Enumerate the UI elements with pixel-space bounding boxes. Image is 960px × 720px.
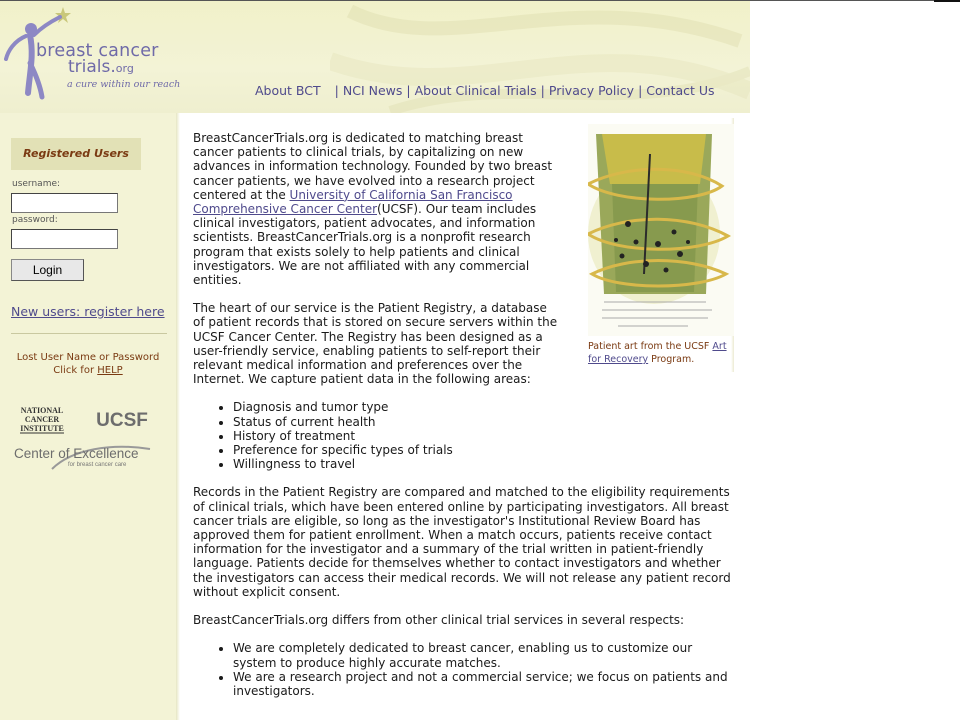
nav-separator: | [638, 83, 643, 98]
heart-paragraph: The heart of our service is the Patient Registry, a database of patient records that is stored on secure servers within the UCSF Cancer Center. The Registry has been designed as a user-friendly service, enabling patients to self-report their relevant medical information and preferences over the Internet. We capture patient data in the following areas: [193, 301, 558, 387]
intro-text-1: BreastCancerTrials.org is dedicated to matching breast cancer patients to clinical trials, by capitalizing on new advances in information technology. Founded by two breast cancer patients, we have evolved into a research project centered at the [193, 131, 553, 202]
logo-tagline: a cure within our reach [67, 79, 181, 90]
list-item: • We are a research project and not a commercial service; we focus on patients and investigators. [233, 670, 738, 698]
art-caption-prefix: Patient art from the UCSF [588, 341, 713, 352]
login-button[interactable]: Login [11, 259, 84, 281]
nav-about-clinical-trials[interactable]: About Clinical Trials [414, 83, 537, 98]
center-of-excellence-logo[interactable] [12, 439, 154, 479]
username-label: username: [12, 179, 61, 189]
art-for-recovery-link[interactable]: Art for Recovery [588, 341, 727, 365]
logo-text-line2 [68, 57, 134, 77]
site-logo[interactable] [4, 5, 179, 101]
top-border-corner [934, 0, 960, 2]
sidebar [0, 113, 176, 720]
list-item: • Diagnosis and tumor type [233, 400, 738, 414]
intro-text-2: (UCSF). Our team includes clinical investigators, patient advocates, and information scientists. BreastCancerTrials.org is a nonprofit research program that exists solely to help patients and clinical investigators. We are not affiliated with any commercial entities. [193, 202, 537, 288]
registry-areas-list [233, 400, 738, 471]
list-item: • Willingness to travel [233, 457, 738, 471]
lost-credentials-line1: Lost User Name or Password [16, 352, 160, 363]
nci-logo[interactable] [16, 405, 68, 435]
nav-separator: | [334, 83, 339, 98]
sidebar-divider [11, 333, 167, 334]
nav-separator: | [540, 83, 545, 98]
nav-contact-us[interactable]: Contact Us [646, 83, 715, 98]
nav-nci-news[interactable]: NCI News [342, 83, 403, 98]
nci-logo-line3: INSTITUTE [20, 424, 64, 433]
ucsf-logo-text: UCSF [96, 410, 148, 431]
username-input[interactable] [11, 193, 118, 213]
list-item: • History of treatment [233, 429, 738, 443]
logo-trials: trials. [68, 57, 116, 77]
sidebar-edge [176, 113, 180, 720]
ucsf-logo[interactable] [94, 405, 150, 435]
password-label: password: [12, 215, 58, 225]
lost-credentials-text [0, 351, 176, 377]
nci-logo-line1: NATIONAL [20, 406, 64, 415]
lost-credentials-prefix: Click for [53, 365, 98, 376]
top-nav [255, 83, 715, 98]
nav-privacy-policy[interactable]: Privacy Policy [548, 83, 635, 98]
intro-paragraph [193, 131, 558, 287]
list-item: • Status of current health [233, 415, 738, 429]
list-item: • We are completely dedicated to breast cancer, enabling us to customize our system to produce highly accurate matches. [233, 641, 738, 669]
coe-logo-title: Center of Excellence [14, 446, 139, 461]
nav-separator: | [406, 83, 411, 98]
logo-text-line1: breast cancer [36, 41, 159, 61]
nav-about-bct[interactable]: About BCT [255, 83, 321, 98]
main-content [193, 131, 738, 712]
help-link[interactable]: HELP [97, 365, 123, 376]
coe-logo-subtitle: for breast cancer care [68, 462, 127, 468]
differs-list [233, 641, 738, 698]
lost-credentials-line2 [0, 364, 176, 377]
nci-logo-line2: CANCER [24, 415, 60, 424]
ucsf-cancer-center-link[interactable]: University of California San Francisco Comprehensive Cancer Center [193, 187, 513, 217]
records-paragraph: Records in the Patient Registry are compared and matched to the eligibility requirements of clinical trials, which have been entered online by participating investigators. All breast cancer trials are eligible, so long as the investigator's Institutional Review Board has approved them for patient enrollment. When a match occurs, patients receive contact information for the investigator and a summary of the trial written in patient-friendly language. Patients decide for themselves whether to contact investigators and whether the investigators can access their medical records. We will not release any patient record without explicit consent. [193, 485, 731, 599]
password-input[interactable] [11, 229, 118, 249]
logo-org: org [115, 62, 134, 75]
site-header [0, 1, 750, 113]
art-caption-suffix: Program. [648, 354, 695, 365]
register-link[interactable]: New users: register here [11, 304, 165, 319]
list-item: • Preference for specific types of trials [233, 443, 738, 457]
differs-paragraph: BreastCancerTrials.org differs from other clinical trial services in several respects: [193, 613, 685, 628]
registered-users-heading: Registered Users [11, 138, 141, 170]
